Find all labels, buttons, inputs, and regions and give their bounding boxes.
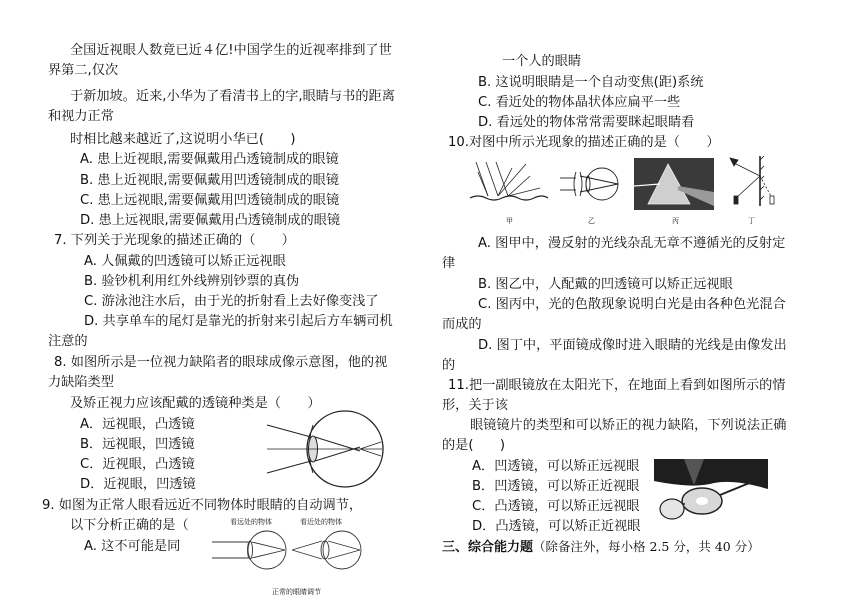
figure-label-ding: 丁 <box>748 217 755 225</box>
section-three-title: 三、综合能力题 <box>442 540 534 555</box>
q10-option-d-cont: 的 <box>442 358 456 373</box>
q10-option-c-cont: 而成的 <box>442 317 482 332</box>
eye-accommodation-drawing <box>212 527 372 573</box>
q7-stem: 7. 下列关于光现象的描述正确的（ ） <box>54 233 295 248</box>
q11-option-b: B．凹透镜，可以矫正近视眼 <box>472 479 640 494</box>
q8-option-d: D．近视眼，凹透镜 <box>80 477 196 492</box>
q9-option-b: B. 这说明眼睛是一个自动变焦(距)系统 <box>478 75 704 90</box>
q11-option-c: C．凸透镜，可以矫正远视眼 <box>472 499 640 514</box>
intro-line-1: 全国近视眼人数竟已近４亿!中国学生的近视率排到了世 <box>70 43 392 58</box>
intro-option-a: A. 患上近视眼,需要佩戴用凸透镜制成的眼镜 <box>80 152 339 167</box>
q11-stem-2: 形，关于该 <box>442 398 508 413</box>
q11-stem-1: 11.把一副眼镜放在太阳光下，在地面上看到如图所示的情 <box>448 378 786 393</box>
eye-accommodation-figure <box>212 515 422 595</box>
figure-label-yi: 乙 <box>588 217 595 225</box>
q9-option-d: D. 看远处的物体常常需要眯起眼睛看 <box>478 115 695 130</box>
q8-stem-1: 8. 如图所示是一位视力缺陷者的眼球成像示意图，他的视 <box>54 355 388 370</box>
section-three-note: （除备注外，每小格 2.5 分，共 40 分） <box>533 539 760 554</box>
q7-option-d: D. 共享单车的尾灯是靠光的折射来引起后方车辆司机 <box>84 314 393 329</box>
q7-option-b: B. 验钞机利用红外线辨别钞票的真伪 <box>84 274 300 289</box>
intro-option-d: D. 患上远视眼,需要佩戴用凸透镜制成的眼镜 <box>80 213 341 228</box>
q10-option-a: A. 图甲中，漫反射的光线杂乱无章不遵循光的反射定 <box>478 236 786 251</box>
glasses-shadow-photo <box>654 459 768 525</box>
q11-option-a: A．凹透镜，可以矫正远视眼 <box>472 459 640 474</box>
q8-option-b: B．远视眼，凹透镜 <box>80 437 195 452</box>
q9-stem-1: 9. 如图为正常人眼看远近不同物体时眼睛的自动调节， <box>42 498 363 513</box>
q11-stem-3: 眼镜镜片的类型和可以矫正的视力缺陷，下列说法正确 <box>470 418 787 433</box>
figure-caption: 正常的眼睛调节 <box>272 588 321 596</box>
figure-label-bing: 丙 <box>672 217 679 225</box>
intro-option-c: C. 患上远视眼,需要佩戴用凹透镜制成的眼镜 <box>80 193 340 208</box>
diffuse-reflection-figure <box>468 158 550 206</box>
intro-line-3: 于新加坡。近来,小华为了看清书上的字,眼睛与书的距离 <box>70 89 395 104</box>
intro-option-b: B. 患上近视眼,需要佩戴用凹透镜制成的眼镜 <box>80 173 339 188</box>
section-three-heading <box>442 538 760 557</box>
q7-option-a: A. 人佩戴的凹透镜可以矫正远视眼 <box>84 254 286 269</box>
q11-option-d: D．凸透镜，可以矫正近视眼 <box>472 519 641 534</box>
intro-line-4: 和视力正常 <box>48 109 114 124</box>
q8-option-a: A．远视眼，凸透镜 <box>80 417 195 432</box>
figure-label-jia: 甲 <box>506 217 513 225</box>
near-object-label: 看近处的物体 <box>300 518 342 526</box>
q7-option-d-cont: 注意的 <box>48 334 88 349</box>
q10-option-a-cont: 律 <box>442 256 456 271</box>
q7-option-c: C. 游泳池注水后，由于光的折射看上去好像变浅了 <box>84 294 379 309</box>
intro-line-5: 时相比越来越近了,这说明小华已( ) <box>70 132 296 147</box>
plane-mirror-figure <box>726 154 776 208</box>
eye-lens-figure <box>560 164 622 204</box>
intro-line-2: 界第二,仅次 <box>48 63 119 78</box>
q8-option-c: C．近视眼，凸透镜 <box>80 457 195 472</box>
far-object-label: 看远处的物体 <box>230 518 272 526</box>
dispersion-figure <box>634 158 714 210</box>
q10-option-c: C. 图丙中，光的色散现象说明白光是由各种色光混合 <box>478 297 786 312</box>
q10-stem: 10.对图中所示光现象的描述正确的是（ ） <box>448 135 720 150</box>
q9-option-a: A. 这不可能是同 <box>84 539 181 554</box>
q10-option-d: D. 图丁中，平面镜成像时进入眼睛的光线是由像发出 <box>478 338 787 353</box>
q8-stem-2: 力缺陷类型 <box>48 375 114 390</box>
q10-option-b: B. 图乙中，人配戴的凹透镜可以矫正远视眼 <box>478 277 733 292</box>
q9-stem-2: 以下分析正确的是（ <box>70 518 189 533</box>
q8-stem-3: 及矫正视力应该配戴的透镜种类是（ ） <box>70 396 321 411</box>
q9-option-a-cont: 一个人的眼睛 <box>502 54 582 69</box>
eye-defect-diagram <box>265 405 390 493</box>
q11-stem-4: 的是( ) <box>442 438 506 453</box>
q9-option-c: C. 看近处的物体晶状体应扁平一些 <box>478 95 681 110</box>
